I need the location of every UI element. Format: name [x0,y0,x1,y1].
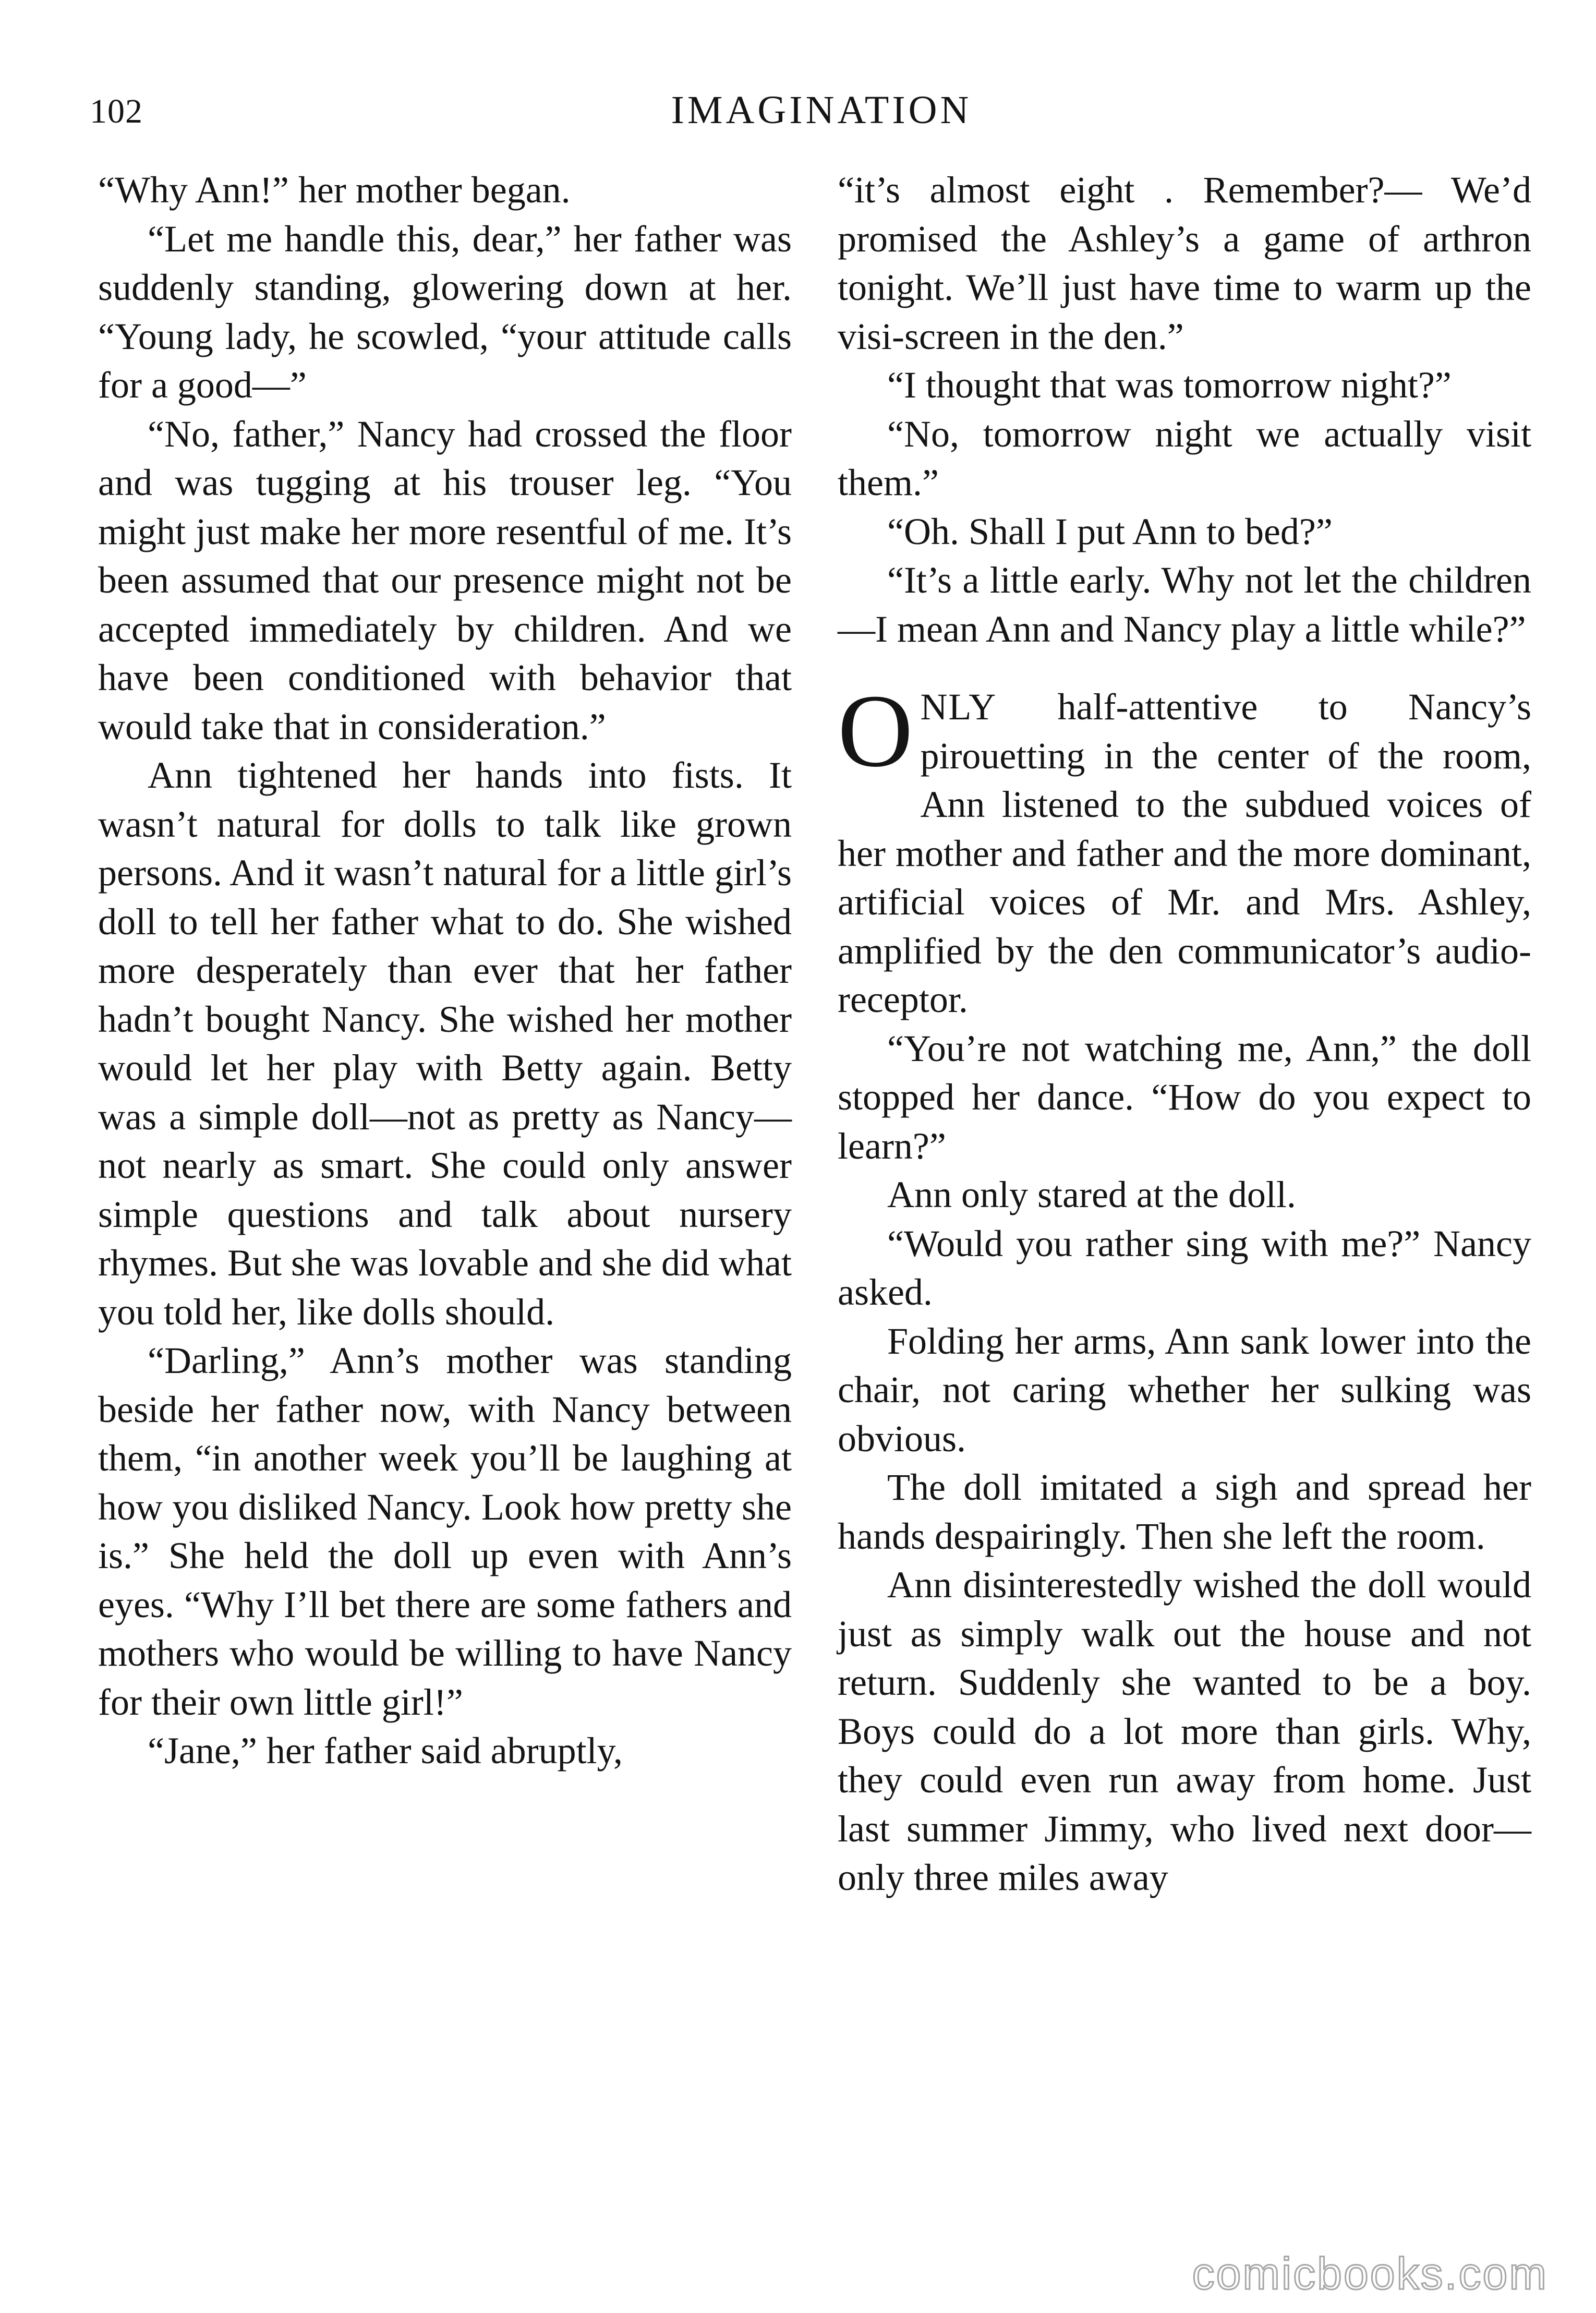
paragraph: “it’s almost eight . Remember?— We’d promised the Ashley’s a game of arthron tonight. We’ll just have time to warm up the visi-screen in the den.” [838,169,1531,357]
paragraph: Ann tightened her hands into fists. It wasn’t natural for dolls to talk like grown persons. And it wasn’t natural for a little girl’s doll to tell her father what to do. She wished more desperately than ever that her father hadn’t bought Nancy. She wished her mother would let her play with Betty again. Betty was a simple doll—not as pretty as Nancy—not nearly as smart. She could only answer simple questions and talk about nursery rhymes. But she was lovable and she did what you told her, like dolls should. [98,754,792,1333]
right-column [838,166,1531,1902]
paragraph: “Let me handle this, dear,” her father was suddenly standing, glowering down at her. “Young lady, he scowled, “your attitude calls for a good—” [98,218,792,406]
section-opening-paragraph [838,673,1531,1025]
paragraph: “I thought that was tomorrow night?” [887,364,1452,406]
paragraph: “Jane,” her father said abruptly, [148,1730,623,1772]
paragraph: “No, tomorrow night we actually visit them.” [838,413,1531,503]
paragraph: Ann only stared at the doll. [887,1174,1296,1215]
running-title: IMAGINATION [671,88,972,132]
paragraph: “You’re not watching me, Ann,” the doll stopped her dance. “How do you expect to learn?” [838,1027,1531,1167]
drop-cap: O [838,673,913,789]
watermark: comicbooks.com [1192,2249,1548,2299]
paragraph: The doll imitated a sigh and spread her hands despairingly. Then she left the room. [838,1466,1531,1557]
paragraph: “Would you rather sing with me?” Nancy asked. [838,1222,1531,1313]
paragraph: “Darling,” Ann’s mother was standing beside her father now, with Nancy between them, “in another week you’ll be laughing at how you disliked Nancy. Look how pretty she is.” She held the doll up even with Ann’s eyes. “Why I’ll bet there are some fathers and mothers who would be willing to have Nancy for their own little girl!” [98,1340,792,1723]
paragraph: “Why Ann!” her mother began. [98,169,571,211]
page-number: 102 [90,92,143,130]
left-column [98,166,792,1776]
paragraph: Folding her arms, Ann sank lower into the chair, not caring whether her sulking was obvious. [838,1320,1531,1460]
paragraph: “No, father,” Nancy had crossed the floor and was tugging at his trouser leg. “You might just make her more resentful of me. It’s been assumed that our presence might not be accepted immediately by children. And we have been conditioned with behavior that would take that in consideration.” [98,413,792,748]
paragraph: “It’s a little early. Why not let the children—I mean Ann and Nancy play a little while?” [838,559,1531,650]
paragraph: Ann disinterestedly wished the doll would just as simply walk out the house and not return. Suddenly she wanted to be a boy. Boys could do a lot more than girls. Why, they could even run away from home. Just last summer Jimmy, who lived next door—only three miles away [838,1564,1531,1898]
small-caps-lead: NLY [920,686,997,728]
paragraph: “Oh. Shall I put Ann to bed?” [887,510,1333,552]
section-text: half-attentive to Nancy’s pirouetting in the center of the room, Ann listened to the subdued voices of her mother and father and the more dominant, artificial voices of Mr. and Mrs. Ashley, amplified by the den communicator’s audio-receptor. [838,686,1531,1020]
